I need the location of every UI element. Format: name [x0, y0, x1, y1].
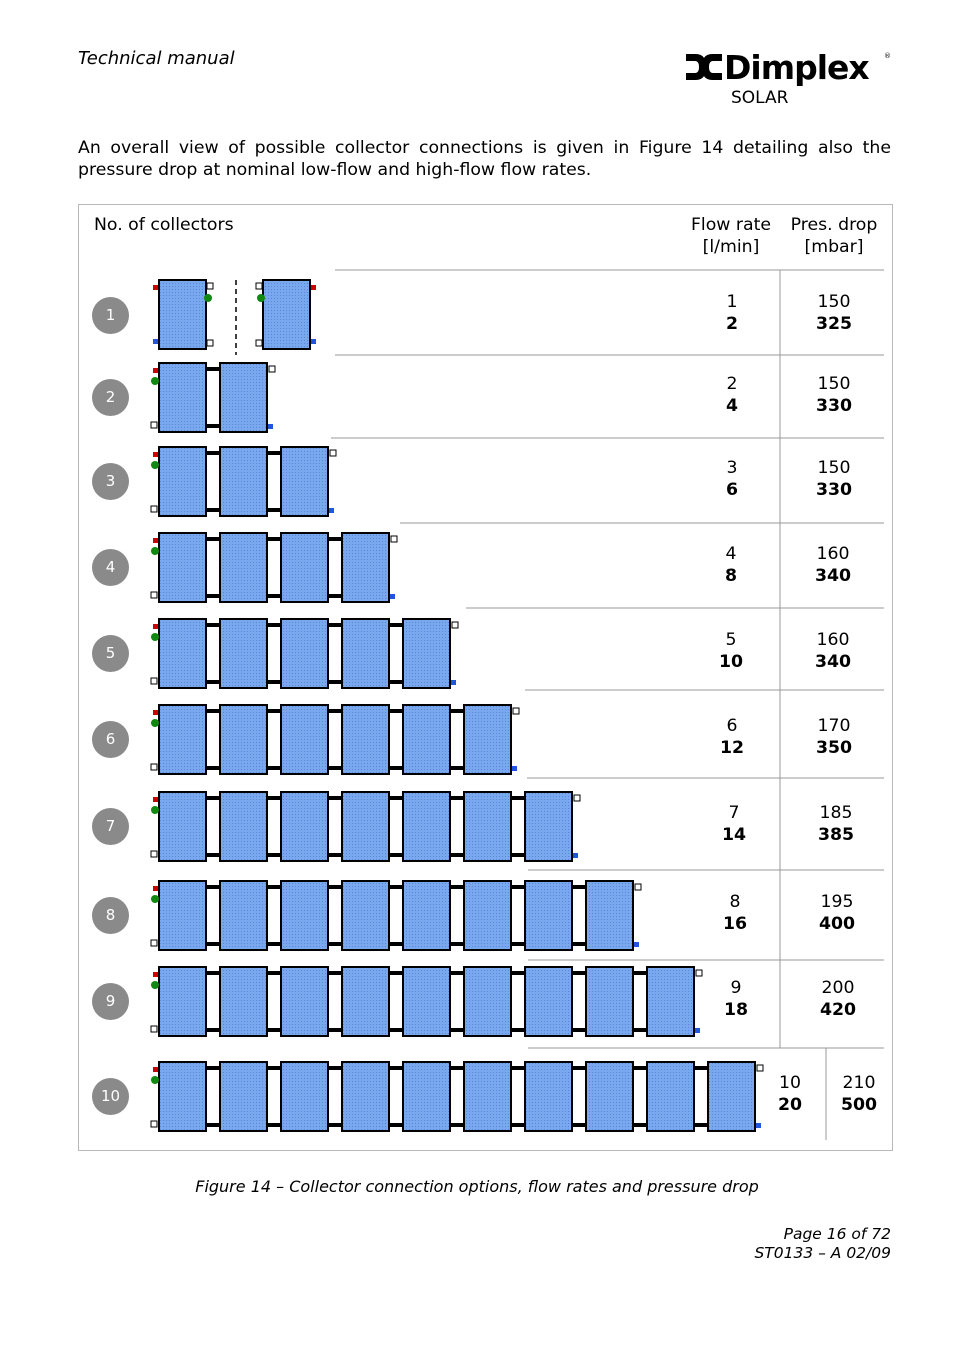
- plug-port: [207, 340, 213, 346]
- outlet-port: [695, 1028, 700, 1033]
- logo-registered-mark: ®: [884, 52, 891, 60]
- collector-panel: [281, 447, 328, 516]
- plug-port: [151, 764, 157, 770]
- outlet-port: [311, 339, 316, 344]
- connector-top: [268, 709, 280, 713]
- plug-port: [151, 422, 157, 428]
- sensor-dot: [151, 806, 159, 814]
- collector-panel: [464, 881, 511, 950]
- connector-top: [512, 1066, 524, 1070]
- connector-bottom: [451, 853, 463, 857]
- row-number-badge: 5: [92, 635, 129, 672]
- sensor-dot: [151, 633, 159, 641]
- connector-bottom: [390, 853, 402, 857]
- connector-top: [329, 885, 341, 889]
- flow-low-flow-value: 3: [726, 458, 738, 478]
- connector-bottom: [573, 1123, 585, 1127]
- collector-panel: [220, 533, 267, 602]
- plug-port: [330, 450, 336, 456]
- plug-port: [151, 592, 157, 598]
- plug-port: [151, 678, 157, 684]
- collector-panel: [708, 1062, 755, 1131]
- connector-bottom: [512, 1123, 524, 1127]
- plug-port: [757, 1065, 763, 1071]
- connector-bottom: [329, 942, 341, 946]
- header-pres-unit: [mbar]: [804, 237, 864, 257]
- outlet-port: [268, 424, 273, 429]
- connector-top: [207, 796, 219, 800]
- pres-high-flow-value: 340: [814, 652, 852, 672]
- connector-top: [390, 885, 402, 889]
- connector-top: [390, 623, 402, 627]
- collector-panel: [159, 792, 206, 861]
- inlet-port: [153, 710, 158, 715]
- collector-panel: [159, 363, 206, 432]
- sensor-dot: [204, 294, 212, 302]
- outlet-port: [451, 680, 456, 685]
- collector-panel: [586, 1062, 633, 1131]
- collector-panel: [342, 619, 389, 688]
- row-number-badge: 6: [92, 721, 129, 758]
- inlet-port: [153, 886, 158, 891]
- inlet-port: [153, 285, 158, 290]
- connector-bottom: [451, 1028, 463, 1032]
- flow-high-flow-value: 2: [725, 314, 739, 334]
- connector-top: [329, 709, 341, 713]
- figure-caption: Figure 14 – Collector connection options, flow rates and pressure drop: [195, 1177, 759, 1196]
- connector-top: [329, 537, 341, 541]
- collector-panel: [281, 881, 328, 950]
- connector-bottom: [451, 942, 463, 946]
- collector-panel: [464, 967, 511, 1036]
- plug-port: [151, 940, 157, 946]
- collector-panel: [342, 1062, 389, 1131]
- connector-bottom: [390, 766, 402, 770]
- pres-low-flow-value: 150: [817, 292, 851, 312]
- pres-low-flow-value: 195: [820, 892, 854, 912]
- collector-panel: [220, 363, 267, 432]
- connector-top: [451, 885, 463, 889]
- pres-high-flow-value: 385: [817, 825, 855, 845]
- connector-top: [451, 971, 463, 975]
- pressure-drop-cell: [797, 891, 877, 935]
- collector-panel: [220, 1062, 267, 1131]
- pres-low-flow-value: 150: [817, 374, 851, 394]
- inlet-port: [153, 797, 158, 802]
- collector-panel: [342, 967, 389, 1036]
- collector-panel: [159, 280, 206, 349]
- collector-panel: [281, 967, 328, 1036]
- connector-top: [634, 1066, 646, 1070]
- connector-top: [451, 709, 463, 713]
- pres-low-flow-value: 160: [816, 544, 850, 564]
- flow-high-flow-value: 4: [725, 396, 739, 416]
- header-pres-label: Pres. drop: [790, 215, 878, 235]
- plug-port: [256, 340, 262, 346]
- pres-low-flow-value: 160: [816, 630, 850, 650]
- flow-low-flow-value: 6: [726, 716, 738, 736]
- inlet-port: [311, 285, 316, 290]
- connector-bottom: [390, 1028, 402, 1032]
- flow-rate-cell: [692, 715, 772, 759]
- connector-bottom: [390, 680, 402, 684]
- collector-panel: [159, 881, 206, 950]
- page-footer: [600, 1225, 891, 1263]
- collector-panel: [159, 533, 206, 602]
- plug-port: [391, 536, 397, 542]
- plug-port: [256, 283, 262, 289]
- connector-bottom: [268, 680, 280, 684]
- sensor-dot: [151, 981, 159, 989]
- inlet-port: [153, 538, 158, 543]
- collector-panel: [403, 1062, 450, 1131]
- connector-bottom: [207, 942, 219, 946]
- collector-panel: [220, 619, 267, 688]
- collector-panel: [403, 705, 450, 774]
- outlet-port: [512, 766, 517, 771]
- flow-low-flow-value: 5: [725, 630, 737, 650]
- connector-top: [268, 796, 280, 800]
- connector-bottom: [390, 1123, 402, 1127]
- flow-high-flow-value: 12: [719, 738, 745, 758]
- flow-rate-cell: [696, 977, 776, 1021]
- inlet-port: [153, 972, 158, 977]
- pressure-drop-cell: [794, 457, 874, 501]
- inlet-port: [153, 1067, 158, 1072]
- flow-rate-cell: [750, 1072, 830, 1116]
- pres-low-flow-value: 210: [842, 1073, 876, 1093]
- connector-top: [207, 367, 219, 371]
- outlet-port: [756, 1123, 761, 1128]
- page-number: Page 16 of 72: [783, 1225, 891, 1243]
- flow-low-flow-value: 7: [728, 803, 740, 823]
- pres-high-flow-value: 420: [819, 1000, 857, 1020]
- flow-high-flow-value: 16: [722, 914, 748, 934]
- plug-port: [269, 366, 275, 372]
- pres-high-flow-value: 500: [840, 1095, 878, 1115]
- collector-panel: [159, 1062, 206, 1131]
- collector-panel: [220, 792, 267, 861]
- pres-high-flow-value: 350: [815, 738, 853, 758]
- flow-low-flow-value: 2: [726, 374, 738, 394]
- outlet-port: [153, 339, 158, 344]
- collector-panel: [525, 881, 572, 950]
- connector-top: [512, 885, 524, 889]
- flow-high-flow-value: 10: [718, 652, 744, 672]
- collector-panel: [647, 1062, 694, 1131]
- connector-bottom: [207, 1123, 219, 1127]
- intro-paragraph: An overall view of possible collector connections is given in Figure 14 detailing also the pressure drop at nominal low-flow and high-flow flow rates.: [78, 138, 891, 180]
- plug-port: [207, 283, 213, 289]
- connector-top: [573, 971, 585, 975]
- connector-bottom: [634, 1123, 646, 1127]
- connector-top: [268, 451, 280, 455]
- flow-rate-cell: [691, 629, 771, 673]
- connector-top: [207, 537, 219, 541]
- flow-low-flow-value: 9: [730, 978, 742, 998]
- collector-panel: [464, 792, 511, 861]
- flow-rate-cell: [692, 457, 772, 501]
- connector-bottom: [268, 1028, 280, 1032]
- row-number-badge: 1: [92, 297, 129, 334]
- flow-high-flow-value: 20: [777, 1095, 803, 1115]
- connector-bottom: [512, 1028, 524, 1032]
- collector-panel: [159, 619, 206, 688]
- pressure-drop-cell: [796, 802, 876, 846]
- connector-bottom: [207, 1028, 219, 1032]
- collector-panel: [342, 533, 389, 602]
- sensor-dot: [257, 294, 265, 302]
- row-number-badge: 7: [92, 808, 129, 845]
- connector-bottom: [207, 424, 219, 428]
- connector-top: [207, 451, 219, 455]
- inlet-port: [153, 452, 158, 457]
- connector-bottom: [268, 594, 280, 598]
- connector-bottom: [573, 1028, 585, 1032]
- collector-panel: [342, 705, 389, 774]
- pres-high-flow-value: 330: [815, 480, 853, 500]
- plug-port: [151, 1026, 157, 1032]
- collector-panel: [281, 533, 328, 602]
- collector-panel: [464, 705, 511, 774]
- sensor-dot: [151, 461, 159, 469]
- connector-bottom: [207, 853, 219, 857]
- collector-panel: [525, 967, 572, 1036]
- row-number-badge: 2: [92, 379, 129, 416]
- flow-rate-cell: [695, 891, 775, 935]
- connector-bottom: [329, 1028, 341, 1032]
- pressure-drop-cell: [794, 373, 874, 417]
- connector-top: [695, 1066, 707, 1070]
- connector-bottom: [573, 942, 585, 946]
- row-number-badge: 9: [92, 983, 129, 1020]
- collector-panel: [403, 792, 450, 861]
- connector-top: [207, 709, 219, 713]
- outlet-port: [329, 508, 334, 513]
- logo-subtitle: SOLAR: [731, 88, 789, 108]
- pressure-drop-cell: [793, 629, 873, 673]
- collector-panel: [281, 1062, 328, 1131]
- sensor-dot: [151, 1076, 159, 1084]
- connector-top: [329, 971, 341, 975]
- connector-top: [207, 885, 219, 889]
- connector-bottom: [268, 508, 280, 512]
- connector-top: [268, 537, 280, 541]
- connector-bottom: [512, 942, 524, 946]
- pres-low-flow-value: 170: [817, 716, 851, 736]
- connector-bottom: [268, 853, 280, 857]
- document-id: ST0133 – A 02/09: [754, 1244, 891, 1262]
- collector-panel: [403, 881, 450, 950]
- outlet-port: [573, 853, 578, 858]
- flow-low-flow-value: 8: [729, 892, 741, 912]
- flow-rate-cell: [691, 543, 771, 587]
- connector-bottom: [268, 766, 280, 770]
- collector-panel: [403, 619, 450, 688]
- collector-panel: [586, 881, 633, 950]
- connector-top: [451, 1066, 463, 1070]
- header-title: Technical manual: [78, 48, 235, 69]
- pres-high-flow-value: 330: [815, 396, 853, 416]
- connector-top: [512, 971, 524, 975]
- flow-low-flow-value: 1: [726, 292, 738, 312]
- connector-bottom: [268, 1123, 280, 1127]
- plug-port: [151, 851, 157, 857]
- sensor-dot: [151, 547, 159, 555]
- plug-port: [635, 884, 641, 890]
- connector-top: [390, 796, 402, 800]
- inlet-port: [153, 368, 158, 373]
- connector-top: [512, 796, 524, 800]
- collector-panel: [525, 1062, 572, 1131]
- pressure-drop-cell: [794, 715, 874, 759]
- flow-high-flow-value: 8: [724, 566, 738, 586]
- collector-panel: [159, 447, 206, 516]
- flow-high-flow-value: 14: [721, 825, 747, 845]
- pressure-drop-cell: [794, 291, 874, 335]
- connector-top: [207, 623, 219, 627]
- collector-panel: [281, 792, 328, 861]
- connector-bottom: [329, 1123, 341, 1127]
- collector-panel: [342, 792, 389, 861]
- connector-top: [573, 1066, 585, 1070]
- collector-panel: [159, 705, 206, 774]
- logo-wordmark: Dimplex: [724, 48, 869, 87]
- outlet-port: [390, 594, 395, 599]
- flow-low-flow-value: 4: [725, 544, 737, 564]
- flow-high-flow-value: 6: [725, 480, 739, 500]
- header-flow-unit: [l/min]: [702, 237, 760, 257]
- collector-panel: [342, 881, 389, 950]
- flow-rate-cell: [692, 373, 772, 417]
- collector-panel: [586, 967, 633, 1036]
- connector-top: [268, 885, 280, 889]
- plug-port: [151, 1121, 157, 1127]
- pres-high-flow-value: 340: [814, 566, 852, 586]
- header-collectors: No. of collectors: [94, 215, 234, 235]
- pressure-drop-cell: [793, 543, 873, 587]
- pres-low-flow-value: 150: [817, 458, 851, 478]
- flow-high-flow-value: 18: [723, 1000, 749, 1020]
- collector-panel: [220, 705, 267, 774]
- connector-bottom: [329, 594, 341, 598]
- collector-panel: [220, 967, 267, 1036]
- connector-bottom: [207, 766, 219, 770]
- header-flow-label: Flow rate: [690, 215, 772, 235]
- connector-top: [451, 796, 463, 800]
- inlet-port: [153, 624, 158, 629]
- plug-port: [696, 970, 702, 976]
- connector-bottom: [207, 594, 219, 598]
- connector-bottom: [329, 853, 341, 857]
- pressure-drop-cell: [819, 1072, 899, 1116]
- connector-top: [207, 1066, 219, 1070]
- connector-bottom: [451, 1123, 463, 1127]
- connector-top: [390, 709, 402, 713]
- pres-high-flow-value: 400: [818, 914, 856, 934]
- collector-panel: [525, 792, 572, 861]
- collector-panel: [647, 967, 694, 1036]
- plug-port: [574, 795, 580, 801]
- connector-bottom: [634, 1028, 646, 1032]
- collector-panel: [220, 881, 267, 950]
- collector-panel: [263, 280, 310, 349]
- connector-top: [634, 971, 646, 975]
- row-number-badge: 10: [92, 1078, 129, 1115]
- flow-low-flow-value: 10: [779, 1073, 801, 1093]
- connector-bottom: [207, 508, 219, 512]
- plug-port: [452, 622, 458, 628]
- pres-low-flow-value: 185: [819, 803, 853, 823]
- connector-top: [390, 971, 402, 975]
- connector-bottom: [329, 766, 341, 770]
- collector-panel: [403, 967, 450, 1036]
- row-number-badge: 8: [92, 897, 129, 934]
- row-number-badge: 4: [92, 549, 129, 586]
- connector-top: [207, 971, 219, 975]
- pres-high-flow-value: 325: [815, 314, 853, 334]
- collector-panel: [464, 1062, 511, 1131]
- connector-top: [390, 1066, 402, 1070]
- connector-bottom: [329, 680, 341, 684]
- plug-port: [513, 708, 519, 714]
- sensor-dot: [151, 895, 159, 903]
- collector-panel: [281, 619, 328, 688]
- collector-panel: [220, 447, 267, 516]
- connector-top: [329, 796, 341, 800]
- connector-top: [268, 971, 280, 975]
- pres-low-flow-value: 200: [821, 978, 855, 998]
- connector-bottom: [512, 853, 524, 857]
- sensor-dot: [151, 377, 159, 385]
- pressure-drop-cell: [798, 977, 878, 1021]
- collector-panel: [281, 705, 328, 774]
- connector-bottom: [695, 1123, 707, 1127]
- row-number-badge: 3: [92, 463, 129, 500]
- collector-panel: [159, 967, 206, 1036]
- connector-top: [329, 623, 341, 627]
- connector-top: [573, 885, 585, 889]
- connector-bottom: [268, 942, 280, 946]
- connector-top: [268, 623, 280, 627]
- flow-rate-cell: [694, 802, 774, 846]
- connector-bottom: [451, 766, 463, 770]
- connector-top: [329, 1066, 341, 1070]
- plug-port: [151, 506, 157, 512]
- connector-bottom: [207, 680, 219, 684]
- flow-rate-cell: [692, 291, 772, 335]
- outlet-port: [634, 942, 639, 947]
- sensor-dot: [151, 719, 159, 727]
- connector-top: [268, 1066, 280, 1070]
- connector-bottom: [390, 942, 402, 946]
